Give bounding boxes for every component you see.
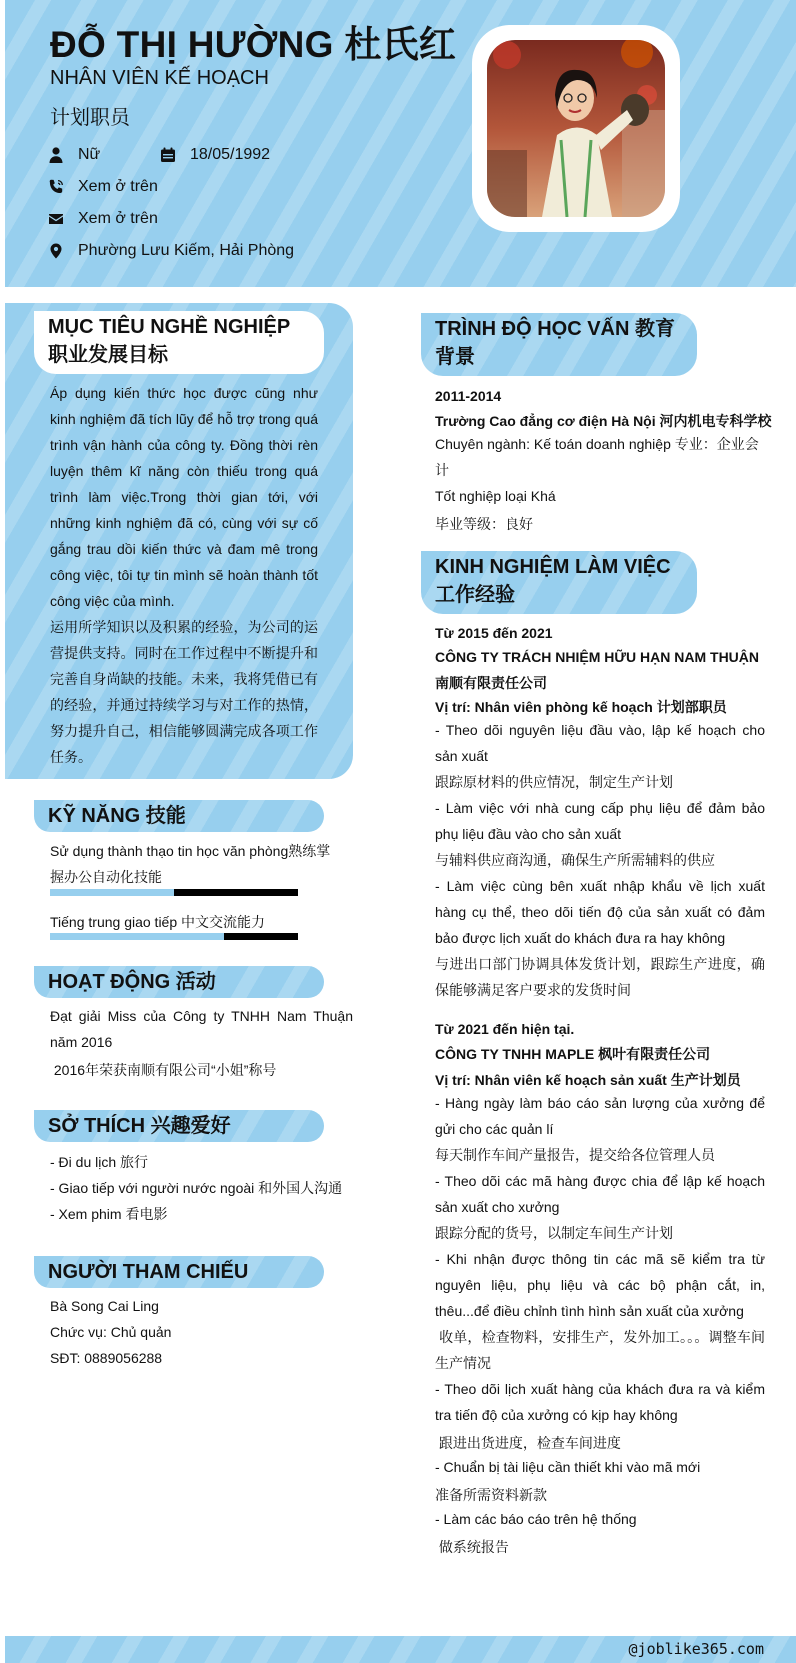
job-duty: 收单，检查物料，安排生产，发外加工。。。调整车间生产情况 [435, 1329, 765, 1371]
reference-position: Chức vụ: Chủ quản [50, 1324, 172, 1340]
birthdate-value: 18/05/1992 [190, 146, 271, 163]
email-info [48, 210, 158, 228]
birthdate-info [160, 146, 270, 164]
profile-photo [487, 40, 665, 217]
job-company: CÔNG TY TNHH MAPLE 枫叶有限责任公司 [435, 1046, 711, 1062]
job-duty: - Theo dõi nguyên liệu đầu vào, lập kế hoạch cho sản xuất [435, 722, 765, 764]
education-grade-vi: Tốt nghiệp loại Khá [435, 488, 556, 504]
job-position: Vị trí: Nhân viên phòng kế hoạch 计划部职员 [435, 699, 727, 715]
address-info [48, 242, 294, 260]
job-duty: 做系统报告 [435, 1539, 509, 1555]
reference-phone: SĐT: 0889056288 [50, 1350, 163, 1366]
job-title-vi: NHÂN VIÊN KẾ HOẠCH [50, 67, 269, 89]
activities-text-zh: 2016年荣获南顺有限公司“小姐”称号 [50, 1062, 277, 1078]
objective-text-vi: Áp dụng kiến thức học được cũng như kinh nghiệm đã tích lũy để hỗ trợ trong quá trình vận hành của công ty. Đồng thời rèn luyện thêm kĩ năng còn thiếu trong quá trình làm việc.Trong thời gian tới, với những kinh nghiệm đã có, cùng với sự cố gắng trau dồi kiến thức và đam mê trong công việc, tôi tự tin mình sẽ hoàn thành tốt công việc của mình. [50, 385, 318, 609]
reference-name: Bà Song Cai Ling [50, 1298, 159, 1314]
job-duty: 准备所需资料新款 [435, 1487, 547, 1503]
job-period: Từ 2021 đến hiện tại. [435, 1021, 575, 1037]
job-duty: 与进出口部门协调具体发货计划，跟踪生产进度，确保能够满足客户要求的发货时间 [435, 956, 765, 998]
calendar-icon [160, 147, 176, 163]
email-value: Xem ở trên [78, 210, 158, 227]
hobbies-title: SỞ THÍCH 兴趣爱好 [34, 1110, 324, 1142]
job-period: Từ 2015 đến 2021 [435, 625, 553, 641]
job-duty: 跟踪原材料的供应情况，制定生产计划 [435, 774, 673, 790]
education-grade-zh: 毕业等级：良好 [435, 516, 533, 532]
job-duty: 每天制作车间产量报告，提交给各位管理人员 [435, 1147, 715, 1163]
profile-photo-image [487, 40, 665, 217]
job-duty: 跟踪分配的货号，以制定车间生产计划 [435, 1225, 673, 1241]
activities-text-vi: Đạt giải Miss của Công ty TNHH Nam Thuận năm 2016 [50, 1008, 353, 1050]
job-duty: 与辅料供应商沟通，确保生产所需辅料的供应 [435, 852, 715, 868]
job-company: CÔNG TY TRÁCH NHIỆM HỮU HẠN NAM THUẬN 南顺有限责任公司 [435, 649, 760, 691]
hobby-item: - Xem phim 看电影 [50, 1206, 168, 1222]
references-title: NGƯỜI THAM CHIẾU [34, 1256, 324, 1288]
phone-icon [48, 179, 64, 195]
hobby-item: - Giao tiếp với người nước ngoài 和外国人沟通 [50, 1180, 343, 1196]
skills-title: KỸ NĂNG 技能 [34, 800, 324, 832]
skill-name-1: Sử dụng thành thạo tin học văn phòng熟练掌握办公自动化技能 [50, 843, 331, 885]
activities-title: HOẠT ĐỘNG 活动 [34, 966, 324, 998]
education-school: Trường Cao đẳng cơ điện Hà Nội 河内机电专科学校 [435, 413, 772, 429]
job-duty: - Theo dõi lịch xuất hàng của khách đưa ra và kiểm tra tiến độ của xưởng có kịp hay không [435, 1381, 765, 1423]
education-period: 2011-2014 [435, 388, 502, 404]
candidate-name: ĐỖ THỊ HƯỜNG 杜氏红 [50, 24, 457, 65]
experience-title: KINH NGHIỆM LÀM VIỆC 工作经验 [421, 551, 697, 614]
objective-title: MỤC TIÊU NGHỀ NGHIỆP 职业发展目标 [34, 311, 324, 374]
header-banner [5, 0, 796, 287]
gender-value: Nữ [78, 146, 101, 163]
phone-info [48, 178, 158, 196]
job-duty: - Làm việc với nhà cung cấp phụ liệu để đảm bảo phụ liệu đầu vào cho sản xuất [435, 800, 765, 842]
job-duty: - Hàng ngày làm báo cáo sản lượng của xưởng để gửi cho các quản lí [435, 1095, 765, 1137]
profile-photo-frame [472, 25, 680, 232]
job-duty: - Theo dõi các mã hàng được chia để lập kế hoạch sản xuất cho xưởng [435, 1173, 765, 1215]
job-duty: - Làm việc cùng bên xuất nhập khẩu về lịch xuất hàng cụ thể, theo dõi tiến độ của sản xuất có đảm bảo được lịch xuất do khách đưa ra hay không [435, 878, 765, 946]
education-title: TRÌNH ĐỘ HỌC VẤN 教育背景 [421, 313, 697, 376]
address-value: Phường Lưu Kiếm, Hải Phòng [78, 242, 295, 259]
objective-text-zh: 运用所学知识以及积累的经验，为公司的运营提供支持。同时在工作过程中不断提升和完善自身尚缺的技能。未来，我将凭借已有的经验，并通过持续学习与对工作的热情，努力提升自己，相信能够圆满完成各项工作任务。 [50, 619, 318, 765]
skill-level-bar-2 [50, 933, 298, 940]
skill-name-2: Tiếng trung giao tiếp 中文交流能力 [50, 914, 266, 930]
map-pin-icon [48, 243, 64, 259]
skill-level-bar-1 [50, 889, 298, 896]
footer-site: @joblike365.com [628, 1640, 764, 1658]
education-major: Chuyên ngành: Kế toán doanh nghiệp 专业：企业会计 [435, 436, 759, 478]
hobby-item: - Đi du lịch 旅行 [50, 1154, 149, 1170]
gender-info [48, 146, 100, 164]
job-title-zh: 计划职员 [50, 107, 130, 129]
footer-bar [5, 1636, 796, 1663]
envelope-icon [48, 211, 64, 227]
phone-value: Xem ở trên [78, 178, 158, 195]
job-duty: - Làm các báo cáo trên hệ thống [435, 1511, 637, 1527]
job-duty: - Khi nhận được thông tin các mã sẽ kiểm tra từ nguyên liệu, phụ liệu và các bộ phận cắt, in, thêu...để điều chỉnh tình hình sản xuất của xưởng [435, 1251, 765, 1319]
user-icon [48, 147, 64, 163]
job-position: Vị trí: Nhân viên kế hoạch sản xuất 生产计划员 [435, 1072, 741, 1088]
job-duty: - Chuẩn bị tài liệu cần thiết khi vào mã mới [435, 1459, 701, 1475]
job-duty: 跟进出货进度，检查车间进度 [435, 1435, 621, 1451]
